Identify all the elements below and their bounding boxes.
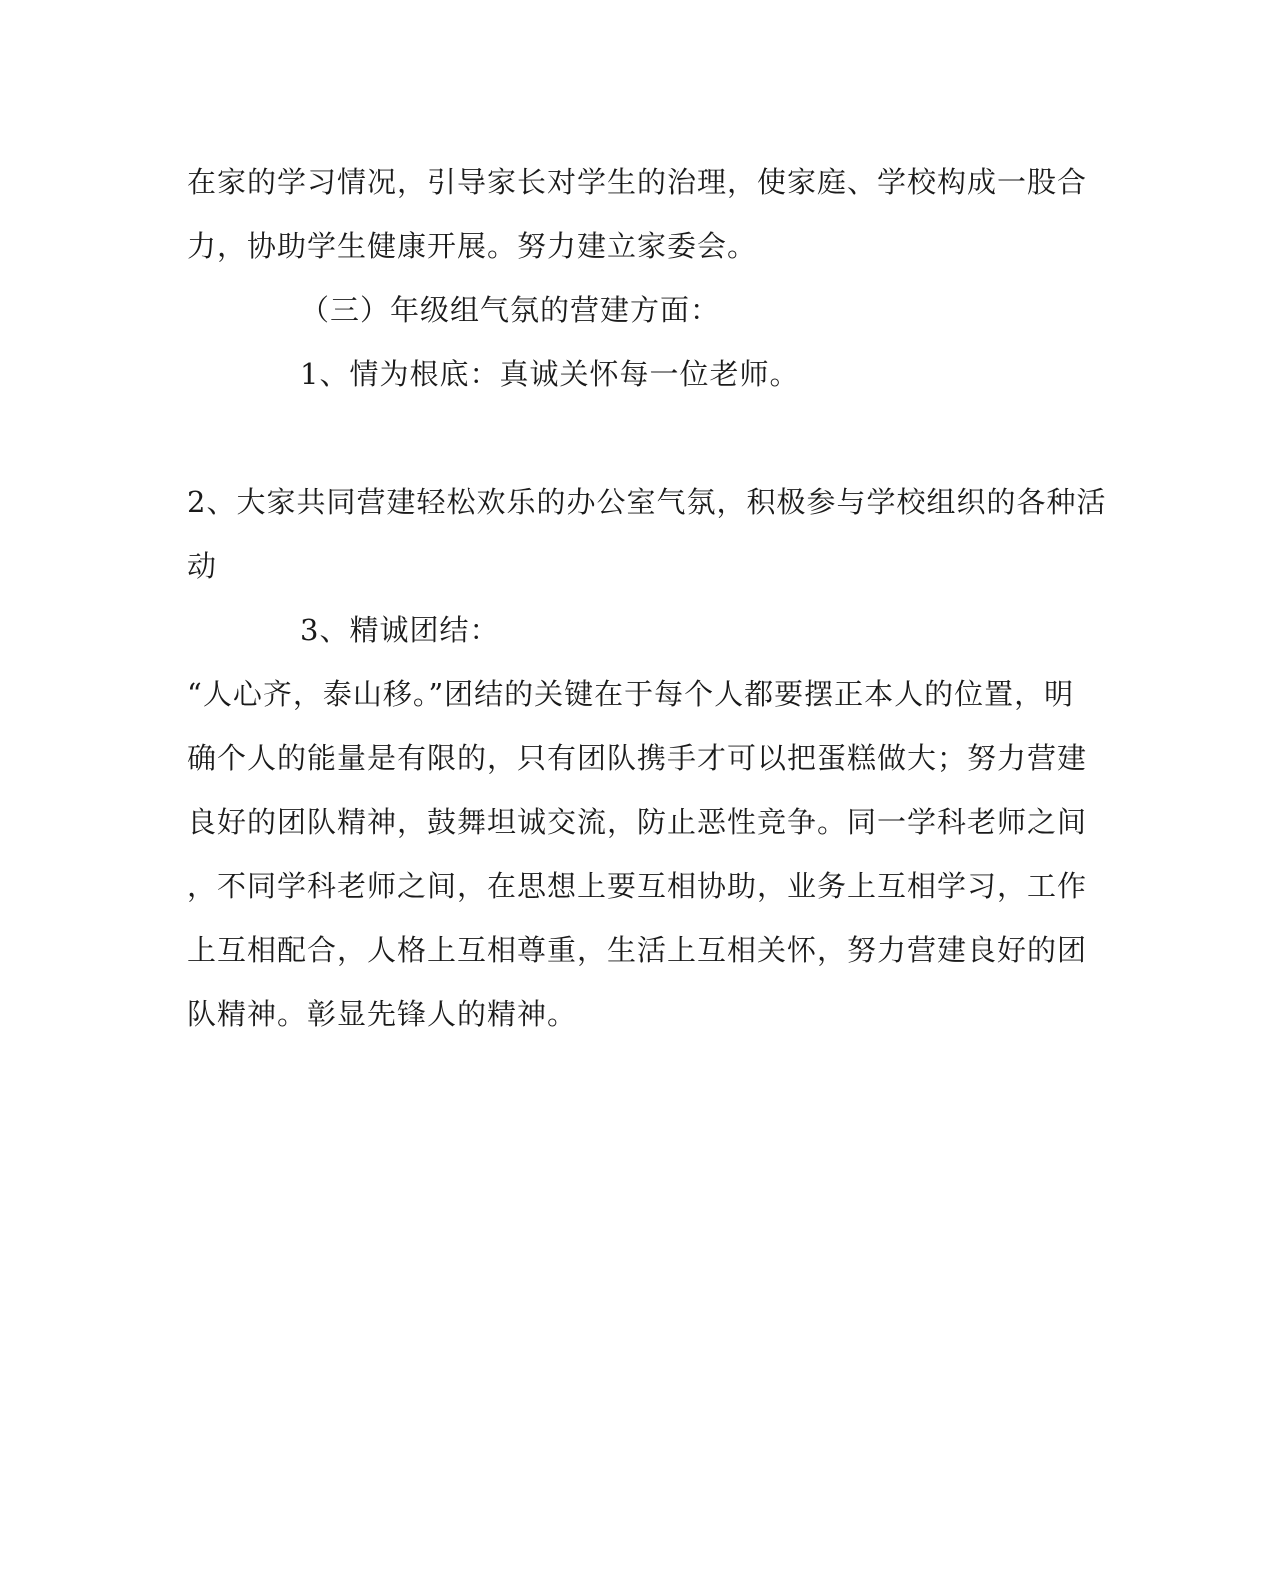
paragraph-line: 队精神。彰显先锋人的精神。: [187, 997, 578, 1031]
list-item: 1、情为根底：真诚关怀每一位老师。: [300, 357, 800, 391]
paragraph-line: 在家的学习情况，引导家长对学生的治理，使家庭、学校构成一股合: [187, 165, 1088, 199]
paragraph-line: “人心齐，泰山移。”团结的关键在于每个人都要摆正本人的位置，明: [187, 677, 1075, 711]
paragraph-line: ，不同学科老师之间，在思想上要互相协助，业务上互相学习，工作: [187, 869, 1088, 903]
list-item: 3、精诚团结：: [300, 613, 500, 647]
list-item: 2、大家共同营建轻松欢乐的办公室气氛，积极参与学校组织的各种活: [187, 485, 1107, 519]
section-heading: （三）年级组气氛的营建方面：: [300, 293, 721, 327]
paragraph-line: 良好的团队精神，鼓舞坦诚交流，防止恶性竞争。同一学科老师之间: [187, 805, 1088, 839]
paragraph-line: 力，协助学生健康开展。努力建立家委会。: [187, 229, 758, 263]
paragraph-line: 上互相配合，人格上互相尊重，生活上互相关怀，努力营建良好的团: [187, 933, 1088, 967]
paragraph-line: 动: [187, 549, 218, 583]
paragraph-line: 确个人的能量是有限的，只有团队携手才可以把蛋糕做大；努力营建: [187, 741, 1088, 775]
